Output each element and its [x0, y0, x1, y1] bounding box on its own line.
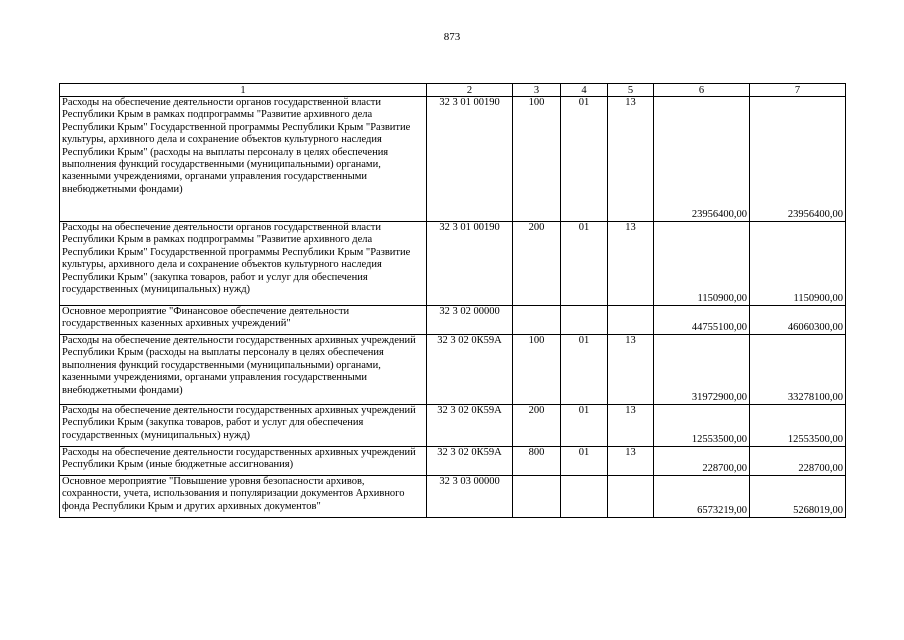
- table-row: [60, 97, 846, 222]
- row-amount-col7: 46060300,00: [750, 306, 846, 335]
- row-description: Расходы на обеспечение деятельности государственных архивных учреждений Республики Крым (закупка товаров, работ и услуг для обеспечения государственных (муниципальных) нужд): [60, 405, 427, 447]
- row-subsection: 13: [608, 447, 654, 476]
- table-header-row: [60, 84, 846, 97]
- page-number: 873: [443, 31, 461, 43]
- row-code: 32 3 02 0К59А: [427, 405, 513, 447]
- table-row: [60, 405, 846, 447]
- row-code: 32 3 02 0К59А: [427, 447, 513, 476]
- row-expense-type: [513, 476, 561, 518]
- row-code: 32 3 01 00190: [427, 222, 513, 306]
- row-expense-type: 800: [513, 447, 561, 476]
- row-amount-col6: 228700,00: [654, 447, 750, 476]
- row-amount-col6: 1150900,00: [654, 222, 750, 306]
- row-section: 01: [561, 97, 608, 222]
- row-code: 32 3 02 0К59А: [427, 335, 513, 405]
- row-subsection: 13: [608, 335, 654, 405]
- row-section: [561, 476, 608, 518]
- budget-table: [59, 83, 846, 518]
- row-expense-type: [513, 306, 561, 335]
- table-row: [60, 335, 846, 405]
- row-section: 01: [561, 335, 608, 405]
- column-header: 4: [561, 84, 608, 97]
- row-amount-col6: 23956400,00: [654, 97, 750, 222]
- row-subsection: 13: [608, 222, 654, 306]
- row-subsection: [608, 306, 654, 335]
- row-amount-col7: 33278100,00: [750, 335, 846, 405]
- row-code: 32 3 02 00000: [427, 306, 513, 335]
- row-description: Основное мероприятие "Финансовое обеспечение деятельности государственных казенных архивных учреждений": [60, 306, 427, 335]
- row-amount-col7: 12553500,00: [750, 405, 846, 447]
- row-description: Расходы на обеспечение деятельности государственных архивных учреждений Республики Крым (иные бюджетные ассигнования): [60, 447, 427, 476]
- row-expense-type: 200: [513, 405, 561, 447]
- row-subsection: [608, 476, 654, 518]
- column-header: 5: [608, 84, 654, 97]
- table-row: [60, 476, 846, 518]
- row-section: 01: [561, 447, 608, 476]
- row-amount-col6: 44755100,00: [654, 306, 750, 335]
- row-amount-col6: 31972900,00: [654, 335, 750, 405]
- row-description: Расходы на обеспечение деятельности органов государственной власти Республики Крым в рамках подпрограммы "Развитие архивного дела Республики Крым" Государственной программы Республики Крым "Развитие культуры, архивного дела и сохранение объектов культурного наследия Республики Крым" (расходы на выплаты персоналу в целях обеспечения выполнения функций государственными (муниципальными) органами, казенными учреждениями, органами управления государственными внебюджетными фондами): [60, 97, 427, 222]
- row-section: 01: [561, 222, 608, 306]
- row-subsection: 13: [608, 97, 654, 222]
- row-expense-type: 100: [513, 97, 561, 222]
- row-amount-col7: 228700,00: [750, 447, 846, 476]
- column-header: 1: [60, 84, 427, 97]
- row-subsection: 13: [608, 405, 654, 447]
- table-row: [60, 306, 846, 335]
- row-description: Расходы на обеспечение деятельности государственных архивных учреждений Республики Крым (расходы на выплаты персоналу в целях обеспечения выполнения функций государственными (муниципальными) органами, казенными учреждениями, органами управления государственными внебюджетными фондами): [60, 335, 427, 405]
- column-header: 7: [750, 84, 846, 97]
- row-amount-col7: 5268019,00: [750, 476, 846, 518]
- row-amount-col7: 23956400,00: [750, 97, 846, 222]
- row-section: 01: [561, 405, 608, 447]
- row-amount-col6: 6573219,00: [654, 476, 750, 518]
- column-header: 2: [427, 84, 513, 97]
- row-section: [561, 306, 608, 335]
- column-header: 3: [513, 84, 561, 97]
- row-expense-type: 100: [513, 335, 561, 405]
- row-amount-col6: 12553500,00: [654, 405, 750, 447]
- table-row: [60, 447, 846, 476]
- row-description: Расходы на обеспечение деятельности органов государственной власти Республики Крым в рамках подпрограммы "Развитие архивного дела Республики Крым" Государственной программы Республики Крым "Развитие культуры, архивного дела и сохранение объектов культурного наследия Республики Крым" (закупка товаров, работ и услуг для обеспечения государственных (муниципальных) нужд): [60, 222, 427, 306]
- row-amount-col7: 1150900,00: [750, 222, 846, 306]
- row-code: 32 3 03 00000: [427, 476, 513, 518]
- table-row: [60, 222, 846, 306]
- row-expense-type: 200: [513, 222, 561, 306]
- row-description: Основное мероприятие "Повышение уровня безопасности архивов, сохранности, учета, использования и популяризации документов Архивного фонда Республики Крым и других архивных документов": [60, 476, 427, 518]
- row-code: 32 3 01 00190: [427, 97, 513, 222]
- column-header: 6: [654, 84, 750, 97]
